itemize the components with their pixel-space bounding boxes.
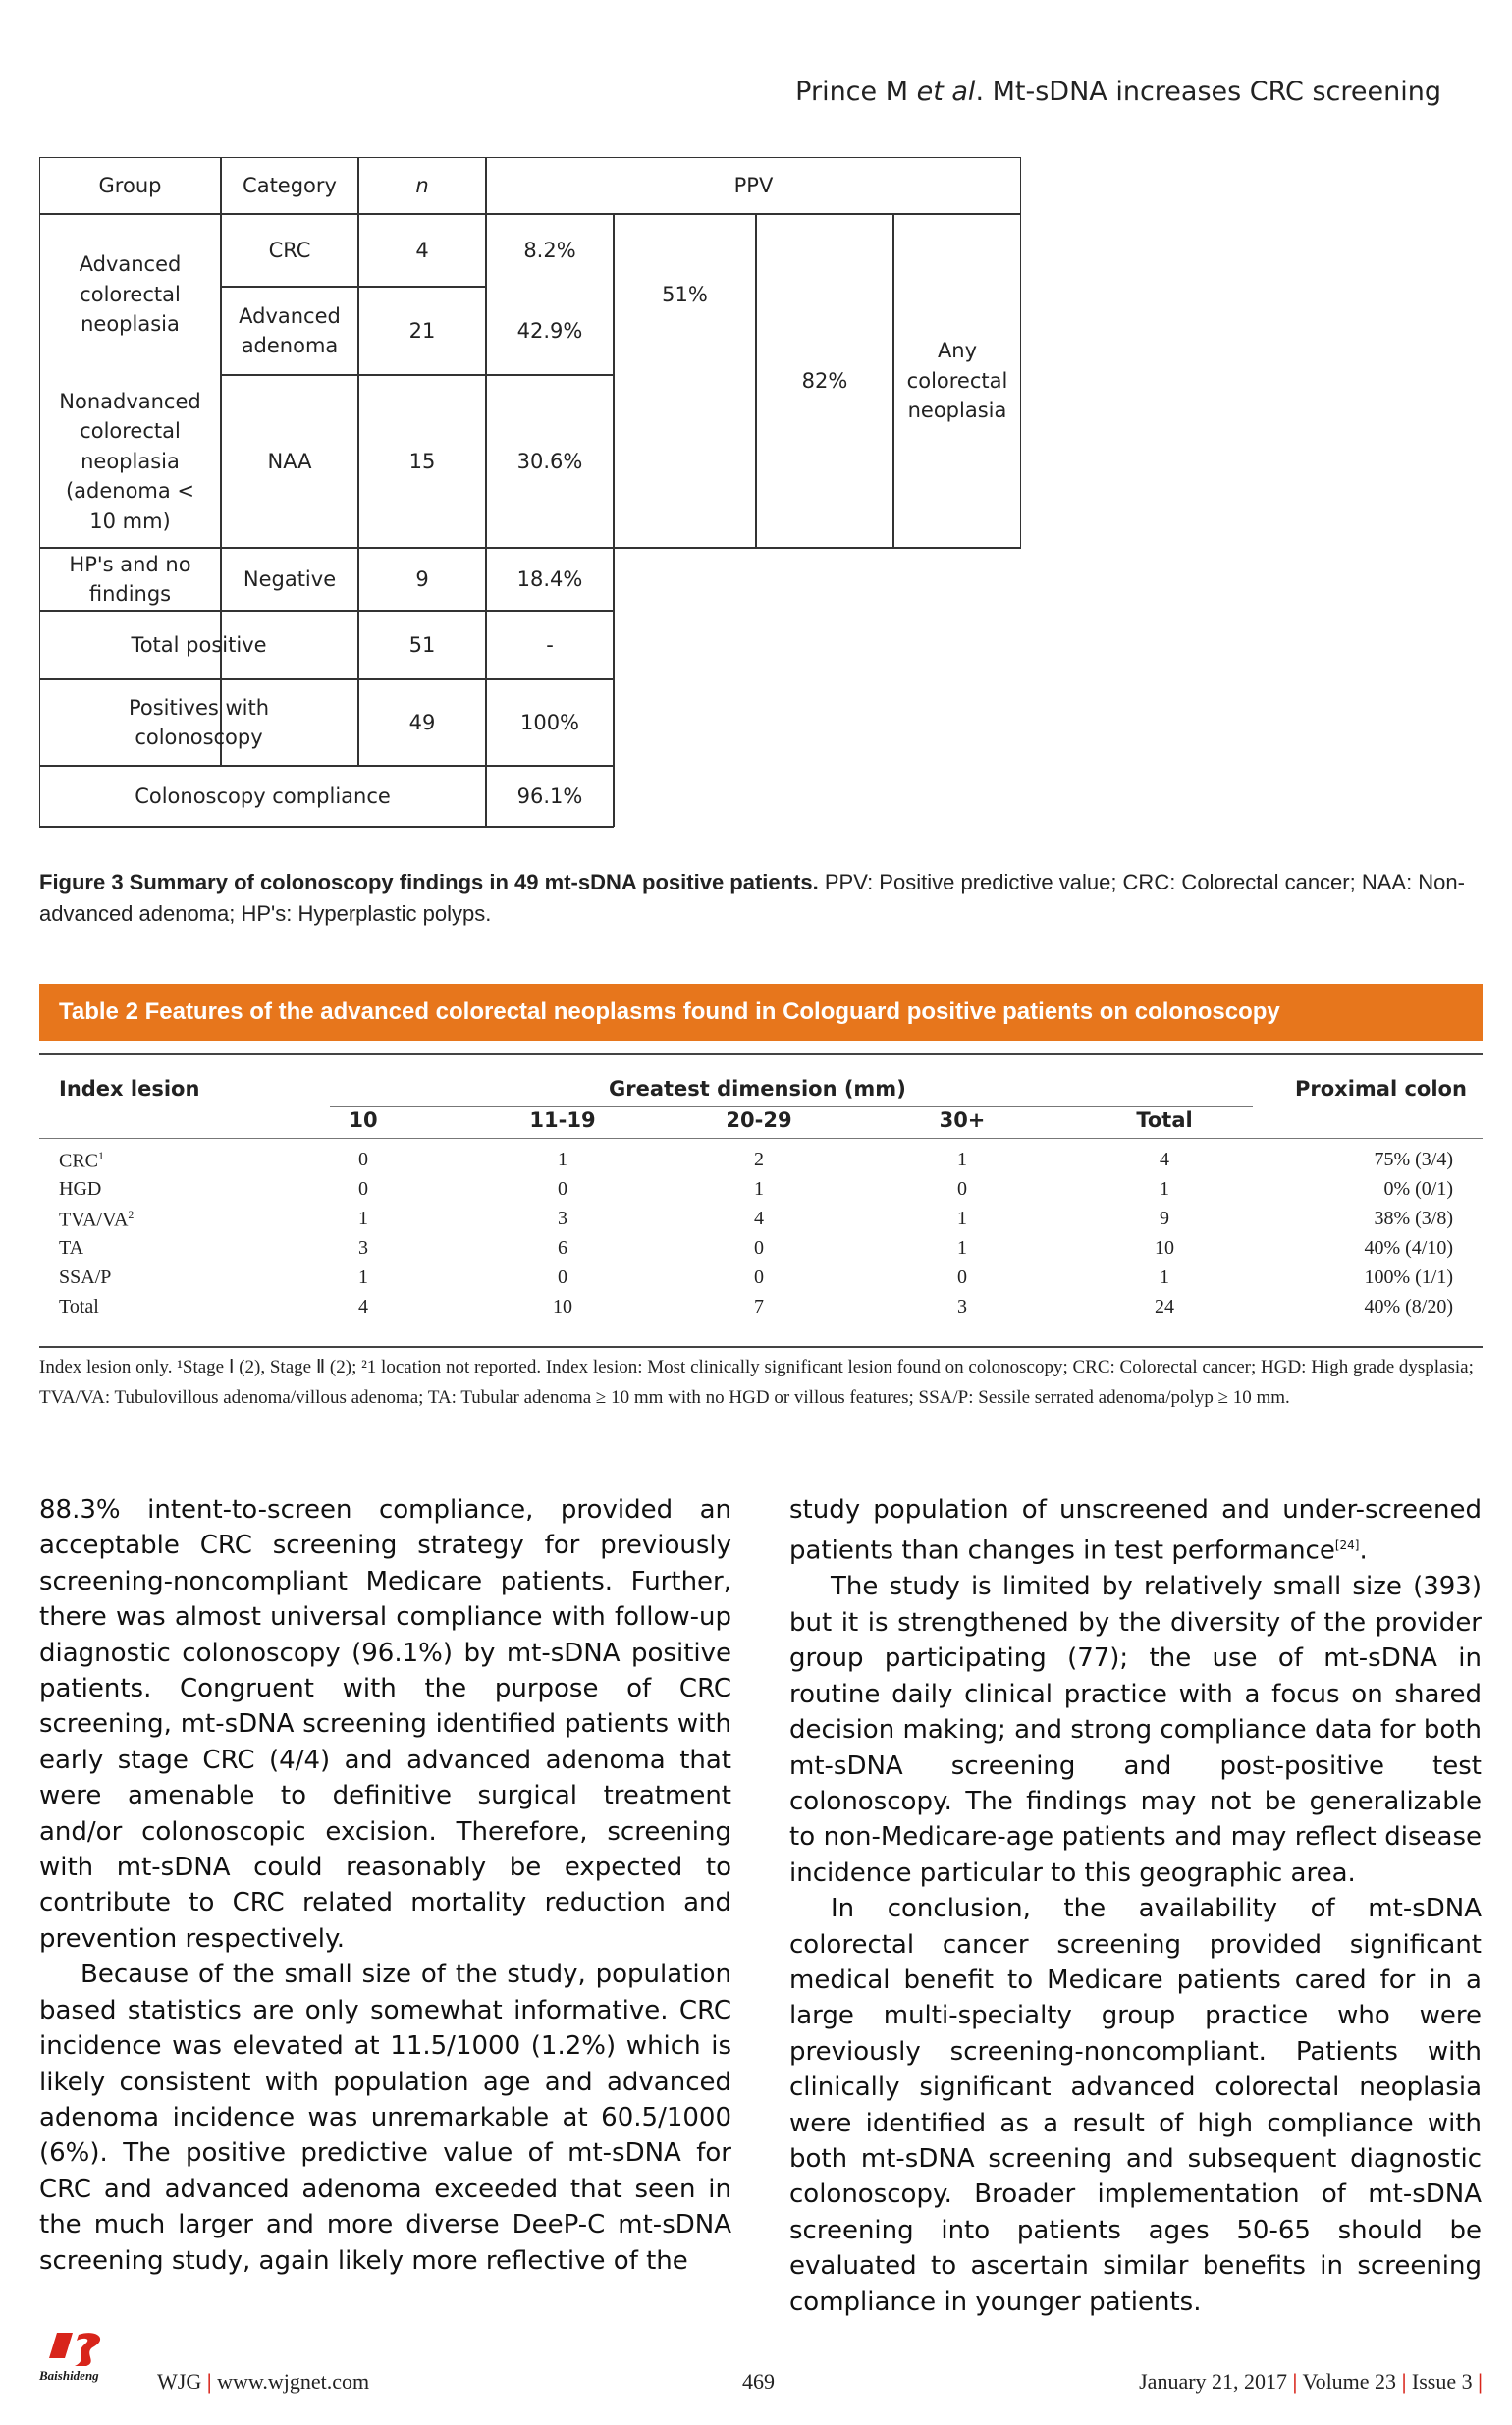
table-cell: 9 xyxy=(1160,1208,1169,1229)
table-cell: 1 xyxy=(957,1149,967,1170)
row-label xyxy=(59,1149,104,1173)
n-naa: 15 xyxy=(408,449,436,473)
header-category: Category xyxy=(243,173,337,197)
ppv-negative: 18.4% xyxy=(516,566,583,591)
table-cell: 10 xyxy=(1155,1237,1174,1259)
table-cell: 0 xyxy=(957,1178,967,1200)
row-label xyxy=(59,1296,99,1319)
row-label-text: Total xyxy=(59,1296,99,1318)
table-cell: 4 xyxy=(754,1208,764,1229)
page-number: 469 xyxy=(742,2369,775,2394)
category-naa: NAA xyxy=(267,449,312,473)
paragraph: study population of unscreened and under-screened patients than changes in test performance[24]. xyxy=(789,1495,1482,1567)
header-n: n xyxy=(415,173,429,197)
paragraph: The study is limited by relatively small size (393) but it is strengthened by the diversity of the provider group participating (77); the use of mt-sDNA in routine daily clinical practice with a focus on shared decision making; and strong compliance data for both mt-sDNA screening and post-positive test colonoscopy. The findings may not be generalizable to non-Medicare-age patients and may reflect disease incidence particular to this geographic area. xyxy=(789,1572,1482,1888)
group-hp: HP's and no findings xyxy=(69,552,191,606)
table-cell: 0 xyxy=(957,1266,967,1288)
citation-ref[interactable]: [24] xyxy=(1334,1538,1360,1553)
total-positive-label: Total positive xyxy=(131,632,267,657)
col-index-lesion: Index lesion xyxy=(59,1077,200,1101)
figure-3 xyxy=(39,157,1021,835)
body-column-right xyxy=(789,1492,1482,2320)
table-2-footnote: Index lesion only. ¹Stage Ⅰ (2), Stage Ⅱ (2); ²1 location not reported. Index lesion: Most clinically significant lesion found on colonoscopy; CRC: Colorectal cancer; HGD: High grade dysplasia; TVA/VA: Tubulovillous adenoma/villous adenoma; TA: Tubular adenoma ≥ 10 mm with no HGD or villous features; SSA/P: Sessile serrated adenoma/polyp ≥ 10 mm. xyxy=(39,1357,1474,1408)
baishideng-logo xyxy=(39,2329,137,2388)
ppv-combined-82: 82% xyxy=(801,368,848,393)
table-cell: 0 xyxy=(558,1266,567,1288)
category-crc: CRC xyxy=(268,238,311,262)
colonoscopy-compliance-value: 96.1% xyxy=(516,783,583,808)
ppv-advanced-adenoma: 42.9% xyxy=(516,318,583,343)
ppv-naa: 30.6% xyxy=(516,449,583,473)
proximal-colon-cell: 40% (8/20) xyxy=(1364,1296,1453,1318)
row-label-text: TA xyxy=(59,1237,84,1259)
table-cell: 1 xyxy=(358,1208,368,1229)
table-cell: 1 xyxy=(754,1178,764,1200)
table-cell: 0 xyxy=(558,1178,567,1200)
total-positive-n: 51 xyxy=(408,632,436,657)
ppv-crc: 8.2% xyxy=(523,238,576,262)
category-advanced-adenoma: Advanced adenoma xyxy=(239,303,341,357)
row-label-text: HGD xyxy=(59,1178,102,1200)
table-cell: 0 xyxy=(358,1149,368,1170)
col-greatest-dimension: Greatest dimension (mm) xyxy=(609,1077,906,1101)
any-colorectal-neoplasia: Any colorectal neoplasia xyxy=(906,339,1008,423)
colonoscopy-compliance-label: Colonoscopy compliance xyxy=(135,783,391,808)
table-cell: 1 xyxy=(957,1208,967,1229)
figure-3-caption: Figure 3 Summary of colonoscopy findings in 49 mt-sDNA positive patients. PPV: Positive predictive value; CRC: Colorectal cancer; NAA: Non-advanced adenoma; HP's: Hyperplastic polyps. xyxy=(39,870,1465,926)
header-group: Group xyxy=(98,173,162,197)
proximal-colon-cell: 0% (0/1) xyxy=(1383,1178,1453,1200)
footer-journal: WJG | www.wjgnet.com xyxy=(157,2369,370,2394)
row-label xyxy=(59,1266,111,1289)
subcol-20-29: 20-29 xyxy=(726,1108,792,1132)
table-cell: 2 xyxy=(754,1149,764,1170)
row-label-text: CRC xyxy=(59,1150,99,1172)
footer-issue-info: January 21, 2017 | Volume 23 | Issue 3 | xyxy=(1139,2369,1483,2394)
table-cell: 1 xyxy=(358,1266,368,1288)
subcol-10: 10 xyxy=(349,1108,378,1132)
proximal-colon-cell: 38% (3/8) xyxy=(1374,1208,1453,1229)
row-label-sup: 2 xyxy=(128,1208,135,1221)
subcol-30plus: 30+ xyxy=(939,1108,986,1132)
logo-text: Baishideng xyxy=(39,2368,99,2383)
n-advanced-adenoma: 21 xyxy=(408,318,436,343)
subcol-11-19: 11-19 xyxy=(529,1108,596,1132)
table-cell: 1 xyxy=(957,1237,967,1259)
proximal-colon-cell: 100% (1/1) xyxy=(1364,1266,1453,1288)
table-cell: 1 xyxy=(1160,1266,1169,1288)
subheader-rule xyxy=(330,1106,1253,1107)
paragraph: In conclusion, the availability of mt-sDNA colorectal cancer screening provided significant medical benefit to Medicare patients cared for in a large multi-specialty group practice who were previously screening-noncompliant. Patients with clinically significant advanced colorectal neoplasia were identified as a result of high compliance with both mt-sDNA screening and subsequent diagnostic colonoscopy. Broader implementation of mt-sDNA screening into patients ages 50-65 should be evaluated to ascertain similar benefits in screening compliance in younger patients. xyxy=(789,1894,1482,2317)
row-label xyxy=(59,1208,134,1232)
header-rule xyxy=(39,1138,1483,1139)
group-nonadvanced: Nonadvanced colorectal neoplasia (adenoma < 10 mm) xyxy=(59,389,201,533)
n-crc: 4 xyxy=(415,238,429,262)
total-positive-value: - xyxy=(546,632,554,657)
header-ppv: PPV xyxy=(733,173,774,197)
row-label xyxy=(59,1178,101,1201)
positives-with-colonoscopy-label: Positives with colonoscopy xyxy=(128,695,270,749)
table-cell: 6 xyxy=(558,1237,567,1259)
row-label-text: TVA/VA xyxy=(59,1209,129,1231)
row-label-text: SSA/P xyxy=(59,1266,112,1288)
proximal-colon-cell: 75% (3/4) xyxy=(1374,1149,1453,1170)
table-cell: 3 xyxy=(558,1208,567,1229)
table-bottom-rule xyxy=(39,1346,1483,1348)
n-negative: 9 xyxy=(415,566,429,591)
ppv-combined-51: 51% xyxy=(662,282,708,306)
table-cell: 0 xyxy=(358,1178,368,1200)
table-cell: 10 xyxy=(553,1296,572,1318)
table-2 xyxy=(39,1060,1483,1345)
positives-with-colonoscopy-n: 49 xyxy=(408,710,436,734)
table-cell: 0 xyxy=(754,1237,764,1259)
running-head: Prince M et al. Mt-sDNA increases CRC screening xyxy=(795,77,1441,107)
table-cell: 3 xyxy=(957,1296,967,1318)
category-negative: Negative xyxy=(243,566,337,591)
footer-url[interactable]: www.wjgnet.com xyxy=(217,2369,370,2394)
table-top-rule xyxy=(39,1053,1483,1055)
table-2-title: Table 2 Features of the advanced colorectal neoplasms found in Cologuard positive patients on colonoscopy xyxy=(39,984,1483,1041)
table-cell: 1 xyxy=(1160,1178,1169,1200)
row-label-sup: 1 xyxy=(98,1149,105,1162)
table-cell: 4 xyxy=(1160,1149,1169,1170)
table-cell: 24 xyxy=(1155,1296,1174,1318)
paragraph: Because of the small size of the study, population based statistics are only somewhat informative. CRC incidence was elevated at 11.5/1000 (1.2%) which is likely consistent with population age and advanced adenoma incidence was unremarkable at 60.5/1000 (6%). The positive predictive value of mt-sDNA for CRC and advanced adenoma exceeded that seen in the much larger and more diverse DeeP-C mt-sDNA screening study, again likely more reflective of the xyxy=(39,1960,731,2276)
subcol-total: Total xyxy=(1136,1108,1193,1132)
table-cell: 7 xyxy=(754,1296,764,1318)
table-cell: 3 xyxy=(358,1237,368,1259)
table-cell: 4 xyxy=(358,1296,368,1318)
table-cell: 1 xyxy=(558,1149,567,1170)
positives-with-colonoscopy-value: 100% xyxy=(519,710,580,734)
table-cell: 0 xyxy=(754,1266,764,1288)
proximal-colon-cell: 40% (4/10) xyxy=(1364,1237,1453,1259)
row-label xyxy=(59,1237,83,1260)
body-column-left xyxy=(39,1492,731,2279)
group-advanced: Advanced colorectal neoplasia xyxy=(79,252,182,337)
paragraph: 88.3% intent-to-screen compliance, provided an acceptable CRC screening strategy for previously screening-noncompliant Medicare patients. Further, there was almost universal compliance with follow-up diagnostic colonoscopy (96.1%) by mt-sDNA positive patients. Congruent with the purpose of CRC screening, mt-sDNA screening identified patients with early stage CRC (4/4) and advanced adenoma that were amenable to definitive surgical treatment and/or colonoscopic excision. Therefore, screening with mt-sDNA could reasonably be expected to contribute to CRC related mortality reduction and prevention respectively. xyxy=(39,1495,731,1954)
col-proximal-colon: Proximal colon xyxy=(1295,1077,1467,1101)
